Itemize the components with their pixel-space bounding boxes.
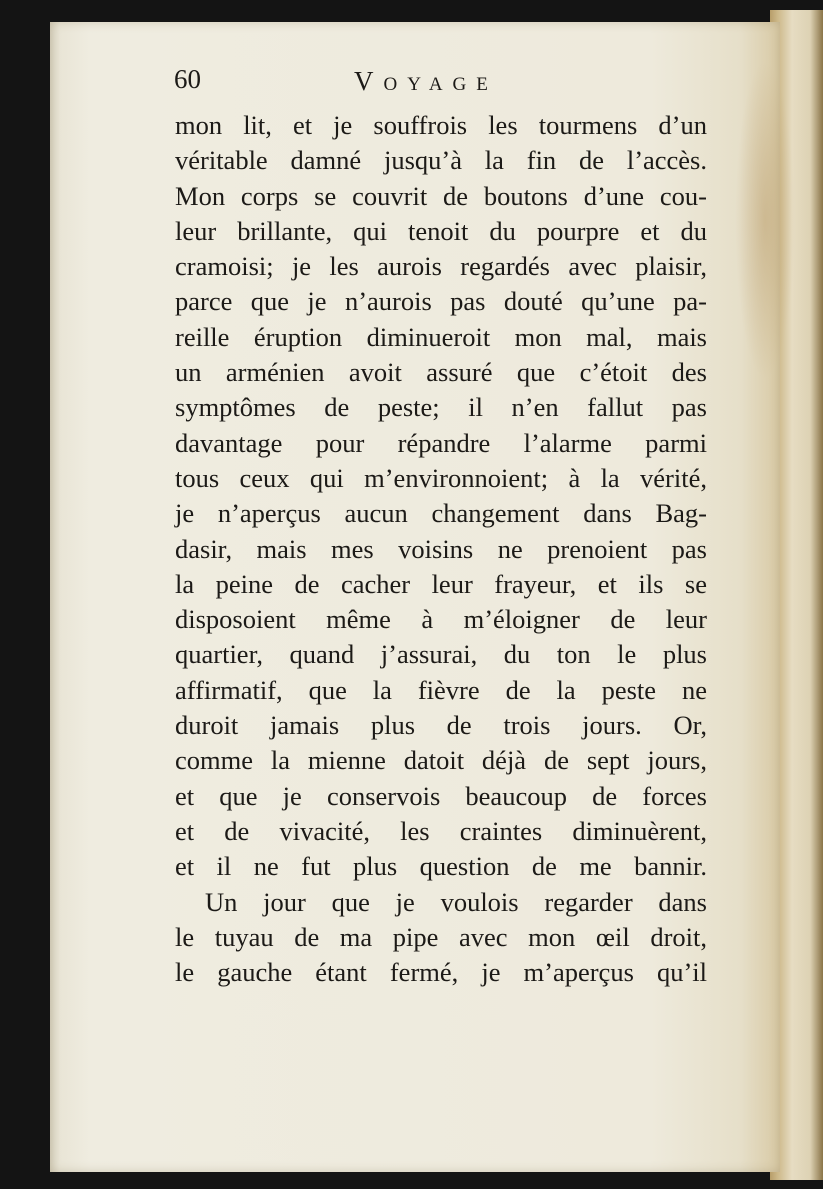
text-line: quartier, quand j’assurai, du ton le plus [175, 639, 707, 670]
text-line: reille éruption diminueroit mon mal, mais [175, 321, 707, 352]
text-line: dasir, mais mes voisins ne prenoient pas [175, 533, 707, 564]
text-line: affirmatif, que la fièvre de la peste ne [175, 674, 707, 705]
text-line: symptômes de peste; il n’en fallut pas [175, 392, 707, 423]
foxing-stain [735, 60, 795, 380]
text-line: la peine de cacher leur frayeur, et ils se [175, 568, 707, 599]
text-line: véritable damné jusqu’à la fin de l’accès. [175, 145, 707, 176]
text-line: leur brillante, qui tenoit du pourpre et du [175, 215, 707, 246]
text-line: je n’aperçus aucun changement dans Bag- [175, 498, 707, 529]
page-number: 60 [174, 64, 201, 94]
text-line: davantage pour répandre l’alarme parmi [175, 427, 707, 458]
text-line: parce que je n’aurois pas douté qu’une pa- [175, 286, 707, 317]
text-line: le gauche étant fermé, je m’aperçus qu’il [175, 957, 707, 988]
text-line: cramoisi; je les aurois regardés avec plaisir, [175, 251, 707, 282]
text-line: et que je conservois beaucoup de forces [175, 780, 707, 811]
text-line: comme la mienne datoit déjà de sept jours, [175, 745, 707, 776]
running-head: Voyage [354, 66, 498, 96]
text-line: mon lit, et je souffrois les tourmens d’un [175, 110, 707, 140]
text-line: et de vivacité, les craintes diminuèrent, [175, 815, 707, 846]
text-line: et il ne fut plus question de me bannir. [175, 851, 707, 882]
page-header [174, 64, 714, 108]
text-line: un arménien avoit assuré que c’étoit des [175, 357, 707, 388]
body-text [175, 108, 707, 990]
text-line: disposoient même à m’éloigner de leur [175, 604, 707, 635]
text-line: le tuyau de ma pipe avec mon œil droit, [175, 921, 707, 952]
text-line: Un jour que je voulois regarder dans [205, 886, 707, 917]
text-line: tous ceux qui m’environnoient; à la vérité, [175, 462, 707, 493]
text-line: duroit jamais plus de trois jours. Or, [175, 710, 707, 741]
text-line: Mon corps se couvrit de boutons d’une cou- [175, 180, 707, 211]
